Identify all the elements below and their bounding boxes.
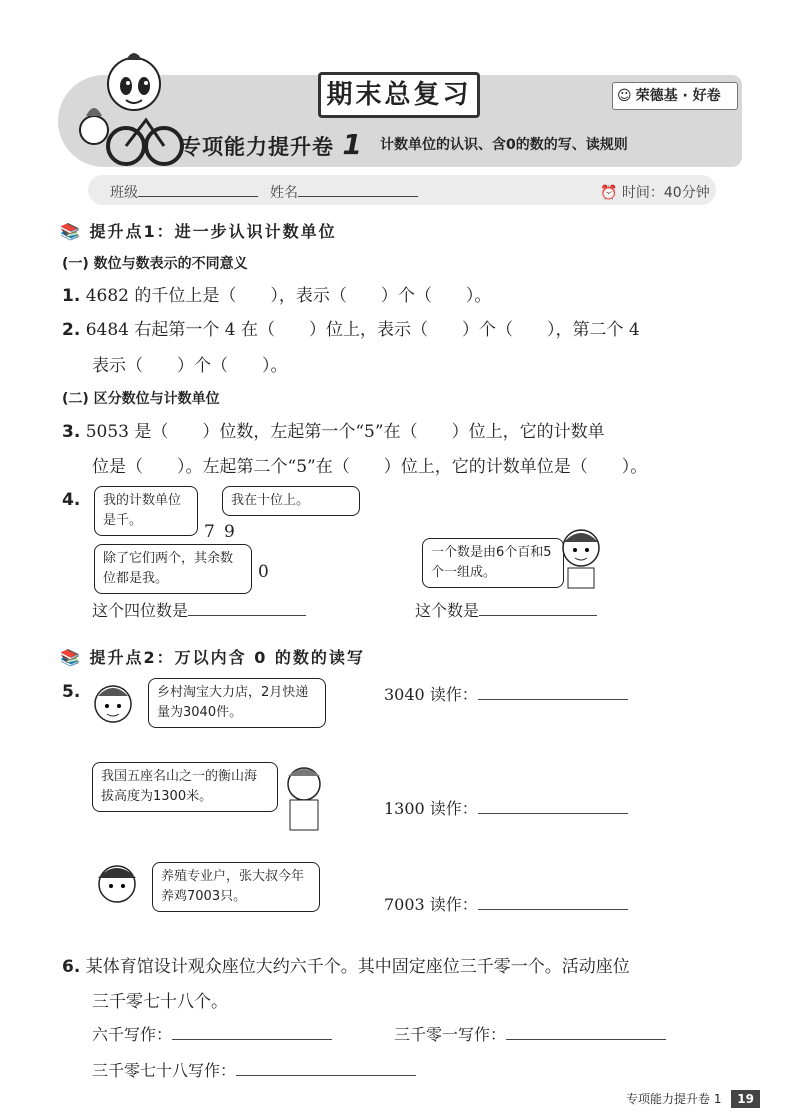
question-2: 2. 6484 右起第一个 4 在（ ）位上，表示（ ）个（ ），第二个 4 [62, 320, 640, 340]
time-label: ⏰ 时间：40分钟 [600, 185, 710, 201]
point1-heading: 📚 提升点1：进一步认识计数单位 [60, 222, 337, 241]
speech-bubble-others: 除了它们两个，其余数位都是我。 [94, 544, 252, 594]
speech-bubble-1300: 我国五座名山之一的衡山海拔高度为1300米。 [92, 762, 278, 812]
digit-0: 0 [258, 562, 269, 582]
digit-9: 9 [224, 522, 235, 542]
speech-bubble-3040: 乡村淘宝大力店，2月快递量为3040件。 [148, 678, 326, 728]
speech-bubble-thousand: 我的计数单位是千。 [94, 486, 198, 536]
subtitle-topic: 计数单位的认识、含0的数的写、读规则 [380, 137, 628, 153]
digit-7: 7 [204, 522, 215, 542]
question-5-number: 5. [62, 682, 81, 702]
question-4-number: 4. [62, 490, 81, 510]
question-6-line2: 三千零七十八个。 [92, 992, 228, 1012]
question-2-line2: 表示（ ）个（ ）。 [92, 356, 288, 376]
write-6000[interactable]: 六千写作： [92, 1022, 332, 1045]
page-footer: 专项能力提升卷 1 19 [626, 1090, 760, 1107]
mascot-illustration [66, 50, 186, 170]
answer-7003[interactable]: 7003 读作： [384, 892, 628, 915]
answer-1300[interactable]: 1300 读作： [384, 796, 628, 819]
question-6: 6. 某体育馆设计观众座位大约六千个。其中固定座位三千零一个。活动座位 [62, 957, 630, 977]
question-3-line2: 位是（ ）。左起第二个“5”在（ ）位上，它的计数单位是（ ）。 [92, 457, 648, 477]
question-1: 1. 4682 的千位上是（ ），表示（ ）个（ ）。 [62, 286, 492, 306]
speech-bubble-7003: 养殖专业户，张大叔今年养鸡7003只。 [152, 862, 320, 912]
section1-heading: (一) 数位与数表示的不同意义 [62, 256, 248, 272]
girl2-illustration [92, 858, 142, 924]
girl-illustration [88, 678, 138, 742]
answer-3040[interactable]: 3040 读作： [384, 682, 628, 705]
page-number: 19 [731, 1090, 760, 1108]
write-3001[interactable]: 三千零一写作： [394, 1022, 666, 1045]
answer-4a[interactable]: 这个四位数是 [92, 598, 306, 621]
section2-heading: (二) 区分数位与计数单位 [62, 391, 220, 407]
speech-bubble-number: 一个数是由6个百和5个一组成。 [422, 538, 564, 588]
name-field[interactable]: 姓名 [270, 182, 418, 202]
speech-bubble-tens: 我在十位上。 [222, 486, 360, 516]
brand-icon: ☺ [617, 88, 632, 104]
page-title: 期末总复习 [318, 72, 480, 118]
book-icon: 📚 [60, 222, 82, 241]
subtitle-main: 专项能力提升卷 1 [180, 128, 363, 161]
point2-heading: 📚 提升点2：万以内含 0 的数的读写 [60, 648, 365, 667]
book-icon: 📚 [60, 648, 82, 667]
write-3078[interactable]: 三千零七十八写作： [92, 1058, 416, 1081]
clock-icon: ⏰ [600, 185, 618, 201]
boy-illustration [556, 524, 606, 590]
boy2-illustration [276, 762, 332, 832]
class-field[interactable]: 班级 [110, 182, 258, 202]
brand-logo: ☺ 荣德基 · 好卷 [612, 82, 738, 110]
question-3: 3. 5053 是（ ）位数，左起第一个“5”在（ ）位上，它的计数单 [62, 422, 605, 442]
answer-4b[interactable]: 这个数是 [415, 598, 597, 621]
